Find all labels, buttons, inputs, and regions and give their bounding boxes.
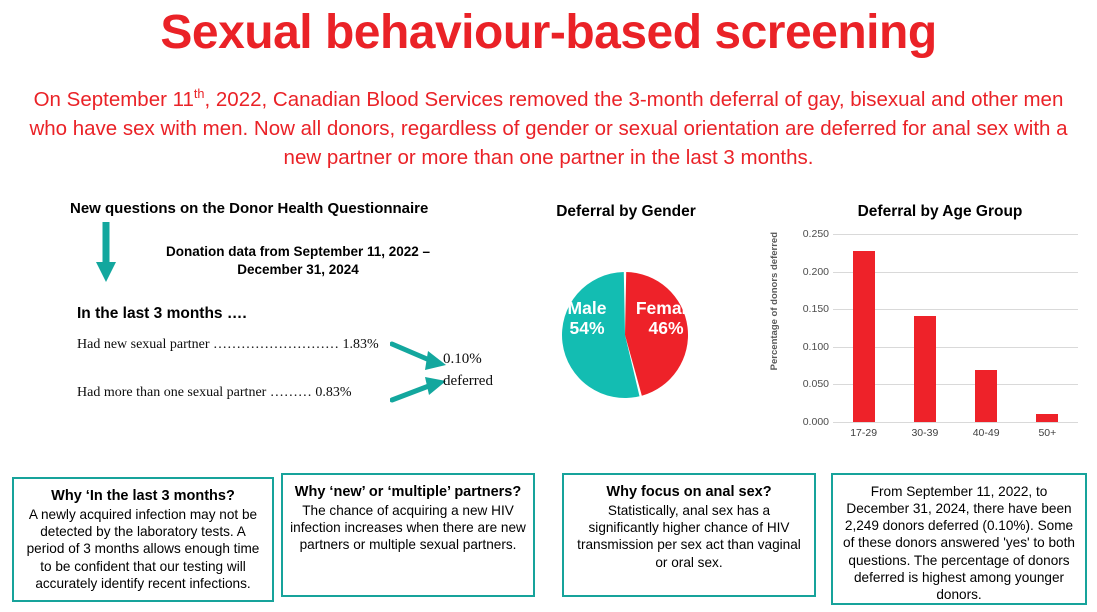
info-box-1-body: A newly acquired infection may not be detected by the laboratory tests. A period of 3 months allows enough time to be confident that our testing will accurately identify recent infections. (26, 507, 260, 591)
questionnaire-heading: New questions on the Donor Health Questionnaire (70, 200, 429, 217)
bar-chart-y-axis (783, 228, 829, 428)
bar-30-39 (914, 316, 936, 422)
info-box-2-body: The chance of acquiring a new HIV infection increases when there are new partners or multiple sexual partners. (290, 503, 526, 553)
pie-label-female-name: Female (635, 298, 697, 318)
intro-paragraph (14, 85, 1083, 172)
info-box-new-or-multiple-partners (281, 473, 535, 597)
info-box-3-title: Why focus on anal sex? (606, 484, 772, 500)
intro-text-part2: , 2022, Canadian Blood Services removed the 3-month deferral of gay, bisexual and other men who have sex with men. Now all donors, regardless of gender or sexual orientation are deferred for anal sex with a new partner or more than one partner in the last 3 months. (29, 88, 1068, 170)
info-box-last-3-months (12, 477, 274, 602)
x-axis-tick-label: 17-29 (850, 427, 878, 439)
y-axis-tick-label: 0.200 (802, 265, 829, 278)
info-box-summary-statistics (831, 473, 1087, 605)
y-axis-tick-label: 0.000 (802, 416, 829, 428)
x-axis-tick-label: 40-49 (972, 427, 1000, 439)
pie-label-female-value: 46% (648, 318, 684, 339)
ordinal-suffix: th (193, 86, 205, 102)
pie-label-male (556, 298, 618, 339)
y-axis-tick-label: 0.250 (802, 228, 829, 240)
bar-40-49 (975, 370, 997, 422)
bar-chart-ylabel: Percentage of donors deferred (769, 232, 780, 371)
questionnaire-line-multiple-partners: Had more than one sexual partner ……… 0.83% (77, 385, 352, 400)
info-box-3-body: Statistically, anal sex has a significantly higher chance of HIV transmission per sex act than vaginal or oral sex. (577, 503, 801, 570)
page-title: Sexual behaviour-based screening (160, 6, 937, 59)
gridline (833, 234, 1078, 235)
pie-label-male-name: Male (567, 298, 607, 318)
bar-chart-ylabel-holder (770, 232, 784, 424)
info-box-1-title: Why ‘In the last 3 months? (51, 488, 235, 504)
questionnaire-subheading: In the last 3 months …. (77, 305, 247, 322)
x-axis-tick-label: 50+ (1038, 427, 1057, 439)
donation-data-note: Donation data from September 11, 2022 – December 31, 2024 (165, 244, 431, 277)
deferred-callout-label: deferred (443, 372, 493, 389)
pie-chart-title: Deferral by Gender (556, 203, 696, 220)
down-arrow-icon (93, 220, 119, 284)
y-axis-tick-label: 0.050 (802, 378, 829, 391)
deferred-callout-percent: 0.10% (443, 351, 482, 367)
intro-text-part1: On September 11 (33, 88, 194, 111)
questionnaire-line-new-partner: Had new sexual partner ……………………… 1.83% (77, 337, 379, 352)
info-box-4-body: From September 11, 2022, to December 31, 2024, there have been 2,249 donors deferred (0.10%). Some of these donors answered 'yes' to both questions. The percentage of donors deferred is highest among younger donors. (843, 484, 1075, 602)
y-axis-tick-label: 0.100 (802, 340, 829, 353)
bar-chart-plot-area (833, 234, 1078, 422)
x-axis-tick-label: 30-39 (911, 427, 939, 439)
pie-label-male-value: 54% (569, 318, 605, 339)
pie-label-female (631, 298, 701, 339)
info-box-anal-sex-focus (562, 473, 816, 597)
deferred-callout (443, 349, 493, 393)
gridline (833, 422, 1078, 423)
bar-17-29 (853, 251, 875, 422)
y-axis-tick-label: 0.150 (802, 303, 829, 316)
info-box-2-title: Why ‘new’ or ‘multiple’ partners? (294, 484, 522, 500)
bar-chart-title: Deferral by Age Group (857, 203, 1023, 220)
bar-chart-x-axis (833, 427, 1078, 445)
bar-50+ (1036, 414, 1058, 422)
